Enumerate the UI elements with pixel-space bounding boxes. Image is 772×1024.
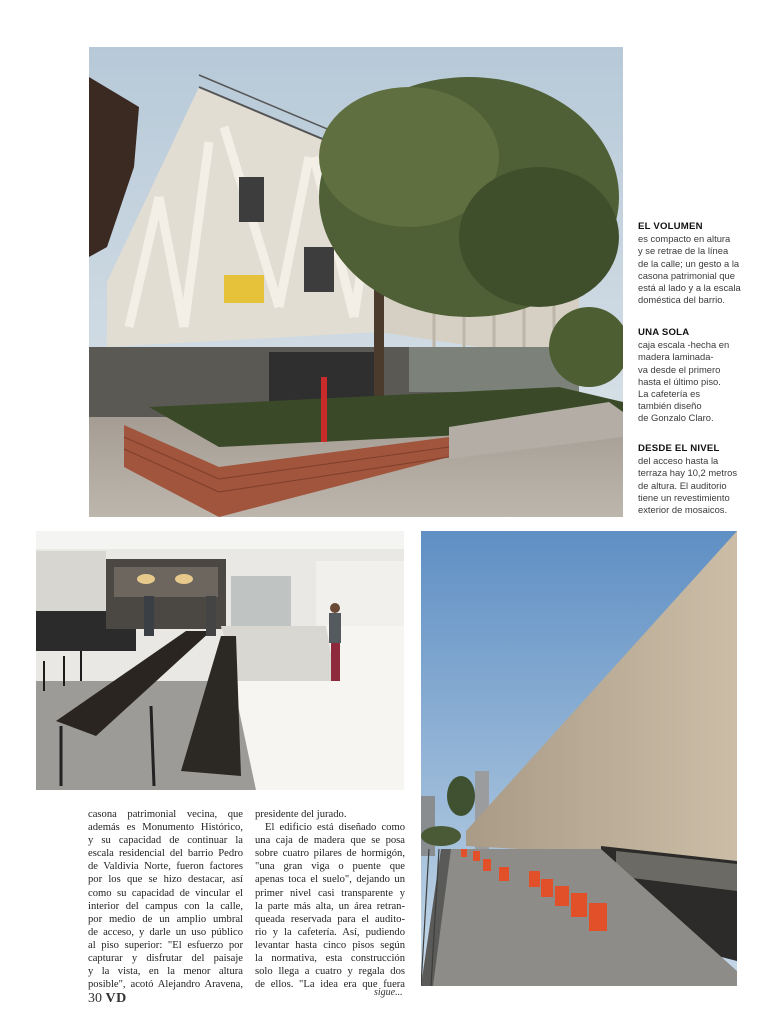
caption-line: caja escala -hecha en	[638, 339, 730, 351]
text-line: y la vista, en la menor altura	[88, 966, 243, 978]
text-line: primer nivel casi transparente y	[255, 887, 405, 899]
text-line: escala residencial del barrio Pedro	[88, 848, 243, 860]
caption-volumen	[638, 221, 741, 306]
text-line: como su capacidad de vincular el	[88, 887, 243, 899]
cafeteria-photo	[36, 531, 404, 790]
caption-line: exterior de mosaicos.	[638, 504, 728, 516]
text-line: la normativa, esta construcción	[255, 953, 405, 965]
text-line: "una gran viga o puente que	[255, 861, 405, 873]
text-line: una caja de madera que se posa	[255, 835, 405, 847]
text-line: casona patrimonial vecina, que	[88, 809, 243, 820]
caption-heading: EL VOLUMEN	[638, 221, 703, 232]
caption-line: terraza hay 10,2 metros	[638, 467, 738, 479]
caption-line: también diseño	[638, 400, 702, 412]
text-line: por los que se hizo destacar, así	[88, 874, 243, 886]
text-line: rio y la cafetería. Así, pudiendo	[255, 926, 405, 938]
text-line: la parte más alta, un área retran-	[255, 900, 405, 912]
auditorium-facade-photo	[421, 531, 737, 986]
page-folio	[88, 991, 127, 1007]
caption-desde-el-nivel	[638, 443, 737, 516]
text-line: posible", acotó Alejandro Aravena,	[88, 979, 243, 991]
caption-heading: UNA SOLA	[638, 327, 690, 338]
caption-line: va desde el primero	[638, 363, 721, 375]
caption-line: de la calle; un gesto a la	[638, 257, 740, 269]
text-line: apenas toca el suelo", dejando un	[255, 874, 405, 886]
text-line: levantar hasta cinco pisos según	[255, 939, 405, 951]
caption-heading: DESDE EL NIVEL	[638, 443, 720, 454]
caption-line: de Gonzalo Claro.	[638, 412, 714, 424]
text-line: presidente del jurado.	[255, 809, 347, 820]
text-line: y su capacidad de continuar la	[88, 835, 243, 847]
page-number: 30	[88, 991, 102, 1006]
caption-line: está al lado y a la escala	[638, 282, 741, 294]
text-line: de ellos. "La idea era que fuera	[255, 979, 405, 991]
text-line: además es Monumento Histórico,	[88, 822, 243, 834]
text-line: por medio de un amplio umbral	[88, 913, 243, 925]
caption-line: La cafetería es	[638, 388, 701, 400]
caption-line: es compacto en altura	[638, 233, 731, 245]
caption-line: hasta el último piso.	[638, 375, 721, 387]
text-line: solo llega a cuatro y regala dos	[255, 966, 405, 978]
body-column-1	[88, 808, 243, 991]
caption-line: doméstica del barrio.	[638, 294, 726, 306]
text-line: interior del campus con la calle,	[88, 900, 243, 912]
text-line: al piso superior: "El esfuerzo por	[88, 939, 243, 951]
caption-line: madera laminada-	[638, 351, 714, 363]
text-line: capturar y disfrutar del paisaje	[88, 953, 243, 965]
text-line: de Valdivia Norte, fueron factores	[88, 861, 243, 873]
text-line: sobre cuatro pilares de hormigón,	[255, 848, 405, 860]
caption-una-sola	[638, 327, 729, 425]
caption-line: del acceso hasta la	[638, 455, 719, 467]
text-line: de acceso, y darle un uso público	[88, 926, 243, 938]
text-line: queada reservada para el audito-	[255, 913, 405, 925]
caption-line: y se retrae de la línea	[638, 245, 729, 257]
body-column-2	[255, 808, 405, 991]
caption-line: tiene un revestimiento	[638, 491, 730, 503]
caption-line: de altura. El auditorio	[638, 479, 727, 491]
magazine-logo: VD	[105, 991, 127, 1006]
building-photo	[89, 47, 623, 517]
continued-marker: sigue...	[374, 987, 403, 998]
caption-line: casona patrimonial que	[638, 269, 735, 281]
text-line: El edificio está diseñado como	[265, 822, 405, 834]
